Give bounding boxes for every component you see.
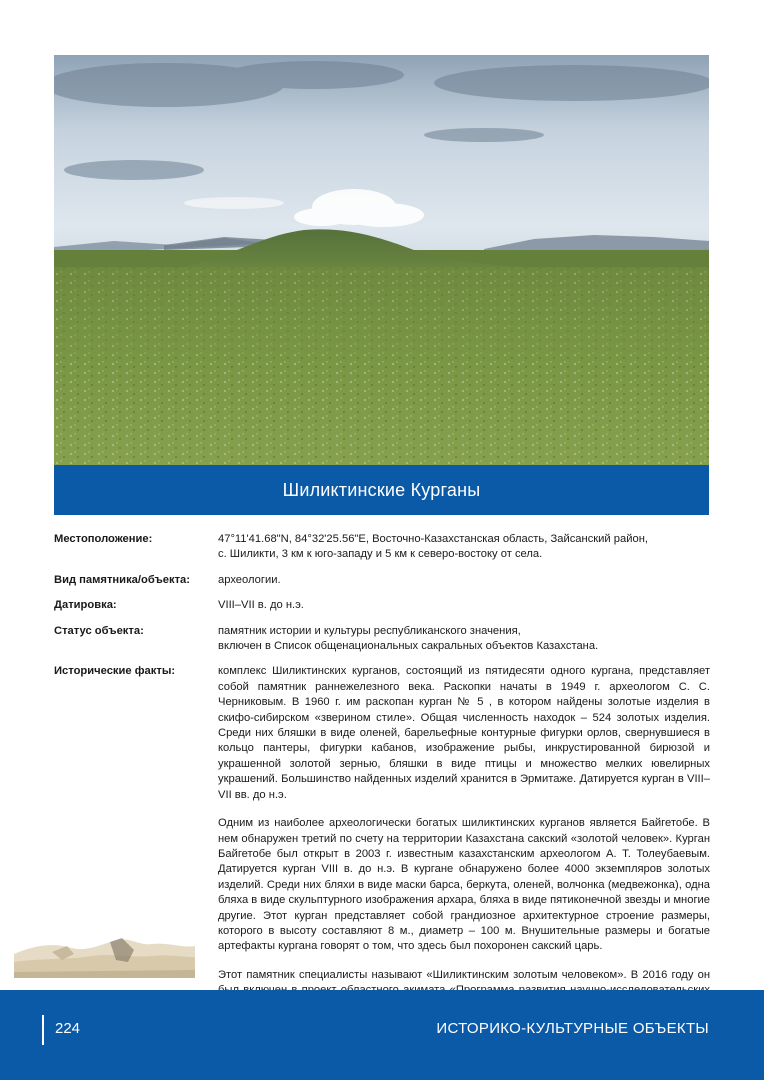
status-line: включен в Список общенациональных сакральных объектов Казахстана. xyxy=(218,640,599,653)
dating-row xyxy=(54,598,710,613)
page-footer xyxy=(0,990,764,1080)
kurgan-landscape-photo xyxy=(54,55,709,465)
rock-relief-icon xyxy=(12,932,197,982)
section-title: ИСТОРИКО-КУЛЬТУРНЫЕ ОБЪЕКТЫ xyxy=(436,1020,709,1037)
location-label: Местоположение: xyxy=(54,533,153,545)
location-line: с. Шиликти, 3 км к юго-западу и 5 км к северо-востоку от села. xyxy=(218,548,543,561)
type-row xyxy=(54,573,710,588)
facts-paragraph: Этот памятник специалисты называют «Шиликтинским золотым человеком». В 2016 году он xyxy=(218,968,710,981)
status-row xyxy=(54,624,710,655)
facts-paragraph: Одним из наиболее археологически богатых шиликтинских курганов является Байгетобе. В нем обнаружен третий по счету на территории Казахстана сакский «золотой человек». Курган Байгетобе был открыт в 2003 г. известным казахстанским археологом А. Т. Толеубаевым. Датируется курган VIII в. до н.э. В кургане обнаружено более 4000 экземпляров золотых изделий. Среди них бляхи в виде маски барса, беркута, оленей, волчонка (медвежонка), одна бляха в виде скульптурного изображения архара, бляха в виде пятиконечной звезды и многие другие. Этот курган представляет собой грандиозное архитектурное строение размеры, которого в высоту составляют 8 м., диаметр – 100 м. Внушительные размеры и богатые артефакты кургана говорят о том, что здесь был похоронен сакский царь. xyxy=(218,817,710,953)
facts-paragraph: комплекс Шиликтинских курганов, состоящий из пятидесяти одного кургана, представляет собой памятник раннежелезного века. Раскопки начаты в 1949 г. археологом С. С. Черниковым. В 1960 г. им раскопан курган № 5 , в котором найдены золотые изделия в скифо-сибирском «зверином стиле». Общая численность находок – 524 золотых изделия. Среди них бляшки в виде оленей, барельефные контурные фигурки орлов, свернувшиеся в кольцо пантеры, фигурки кабанов, изображение рыбы, инкрустированной бирюзой и украшенной золотой зернью, бляшки в виде птицы и множество мелких ювелирных украшений. Большинство найденных изделий хранится в Эрмитаже. Датируется курган в VIII–VII вв. до н.э. xyxy=(218,665,710,801)
site-title-banner xyxy=(54,465,709,515)
page-number: 224 xyxy=(55,1020,81,1037)
dating-value: VIII–VII в. до н.э. xyxy=(218,599,304,612)
location-line: 47°11'41.68"N, 84°32'25.56"E, Восточно-Казахстанская область, Зайсанский район, xyxy=(218,533,648,545)
status-value xyxy=(218,624,710,655)
facts-value xyxy=(218,664,710,1027)
status-label: Статус объекта: xyxy=(54,624,144,637)
location-row xyxy=(54,532,710,563)
footer-divider xyxy=(42,1015,44,1045)
location-value xyxy=(218,532,710,563)
site-title: Шиликтинские Курганы xyxy=(282,479,481,500)
type-value: археологии. xyxy=(218,573,281,586)
status-line: памятник истории и культуры республиканского значения, xyxy=(218,624,521,637)
type-label: Вид памятника/объекта: xyxy=(54,573,190,586)
facts-label: Исторические факты: xyxy=(54,665,176,678)
dating-label: Датировка: xyxy=(54,599,117,612)
